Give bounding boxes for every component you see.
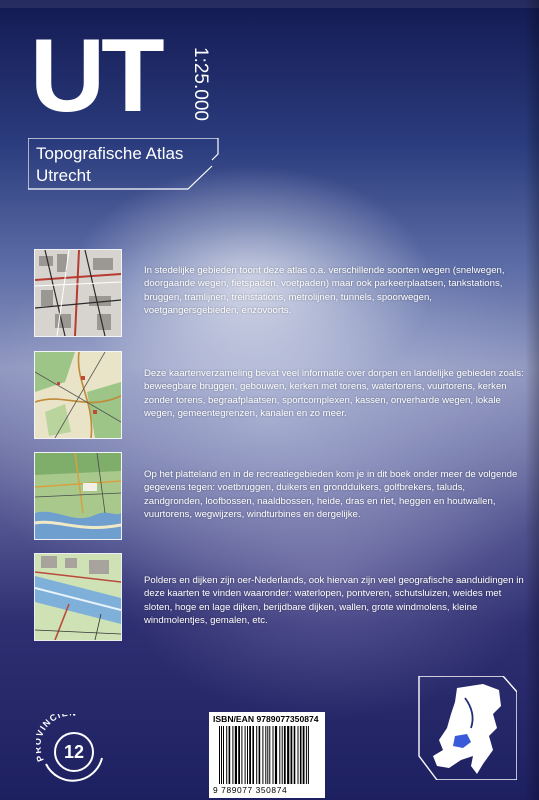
isbn-label: ISBN/EAN 9789077350874 xyxy=(213,714,319,724)
netherlands-locator-map xyxy=(413,676,517,780)
title-line-2: Utrecht xyxy=(36,166,91,185)
title-line-1: Topografische Atlas xyxy=(36,144,184,163)
cover-top-edge xyxy=(0,0,539,8)
logo-number: 12 xyxy=(63,742,85,762)
cover-spine-edge xyxy=(525,0,539,800)
map-scale xyxy=(186,38,214,130)
provincien-12-logo xyxy=(36,714,112,790)
urban-map-thumbnail xyxy=(34,249,122,337)
section-1-text: In stedelijke gebieden toont deze atlas o.a. verschillende soorten wegen (snelwegen, doorgaande wegen, fietspaden, voetpaden) maar ook parkeerplaatsen, tankstations, bruggen, tramlijnen, treinstations, metrolijnen, tunnels, spoorwegen, voetgangersgebieden, enzovoorts. xyxy=(144,265,505,317)
section-4-text: Polders en dijken zijn oer-Nederlands, ook hiervan zijn veel geografische aanduidingen in deze kaarten te vinden waaronder: waterlopen, pontveren, schutsluizen, weides met sloten, hoge en lage dijken, berijdbare dijken, wallen, grote windmolens, kleine windmolentjes, gemalen, etc. xyxy=(144,575,524,627)
polder-map-thumbnail xyxy=(34,553,122,641)
svg-text:PROVINCIËN: INCI xyxy=(37,714,63,732)
map-scale-text: 1:25.000 xyxy=(190,47,211,121)
province-code: UT xyxy=(30,18,161,134)
barcode-bars xyxy=(217,726,317,784)
section-3-text: Op het platteland en in de recreatiegebieden kom je in dit boek onder meer de volgende gegevens tegen: voetbruggen, duikers en grondduikers, golfbrekers, taluds, zandgronden, loofbossen, naaldbossen, heide, dras en riet, heggen en houtwallen, vuurtorens, wegwijzers, windturbines en dergelijke. xyxy=(144,469,518,521)
netherlands-outline xyxy=(433,684,501,774)
section-2-text: Deze kaartenverzameling bevat veel informatie over dorpen en landelijke gebieden zoals: beweegbare bruggen, gebouwen, kerken met torens, watertorens, vuurtorens, kerken zonder torens, begraafplaatsen, sportcomplexen, kassen, onverharde wegen, lokale wegen, gemeentegrenzen, kanalen en zo meer. xyxy=(144,368,524,420)
barcode-sticker xyxy=(209,712,325,798)
isbn-digits: 9 789077 350874 xyxy=(213,785,288,795)
rural-map-thumbnail xyxy=(34,452,122,540)
village-map-thumbnail xyxy=(34,351,122,439)
